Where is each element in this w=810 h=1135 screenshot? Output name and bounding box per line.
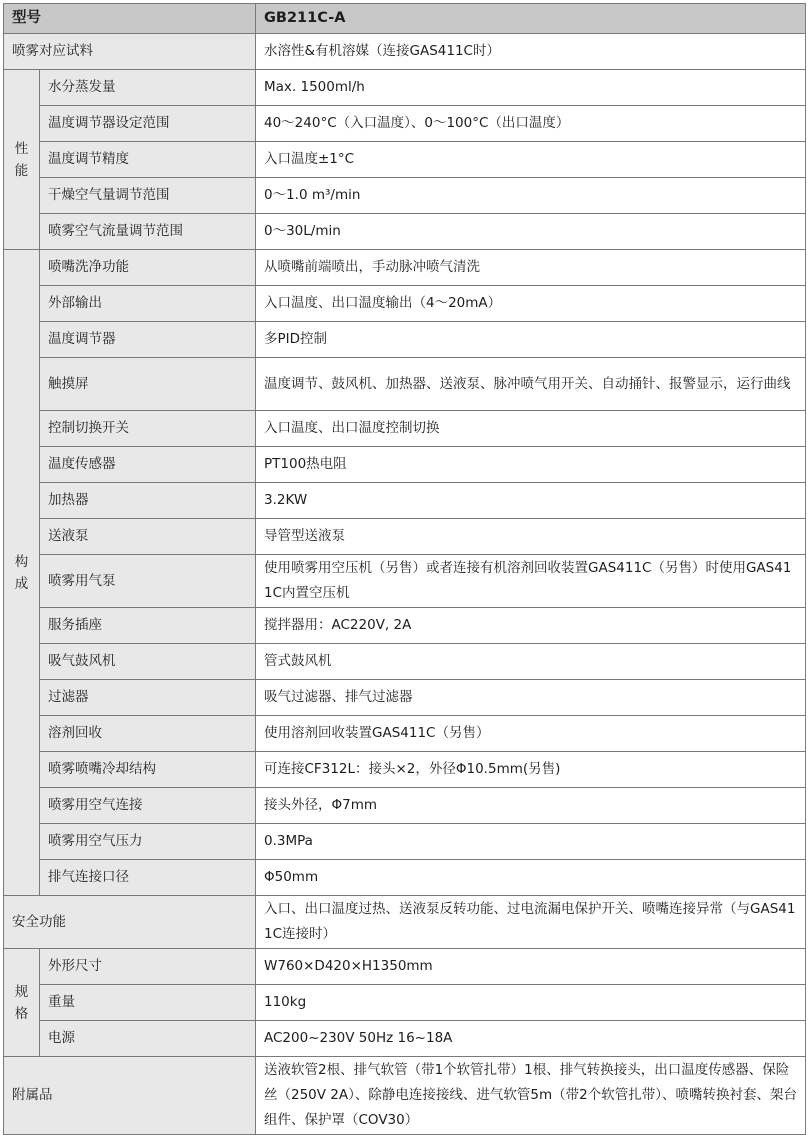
- table-row: [4, 644, 806, 680]
- row-label: 水分蒸发量: [40, 70, 256, 106]
- row-label: 吸气鼓风机: [40, 644, 256, 680]
- row-value: 40～240°C（入口温度）、0～100°C（出口温度）: [256, 106, 806, 142]
- table-row: [4, 752, 806, 788]
- table-row: [4, 483, 806, 519]
- table-row: [4, 286, 806, 322]
- row-value: 可连接CF312L：接头×2，外径Φ10.5mm(另售): [256, 752, 806, 788]
- row-value: 从喷嘴前端喷出，手动脉冲喷气清洗: [256, 250, 806, 286]
- row-label: 温度调节精度: [40, 142, 256, 178]
- row-label: 喷雾用气泵: [40, 555, 256, 608]
- table-row: [4, 680, 806, 716]
- row-label: 送液泵: [40, 519, 256, 555]
- row-value: 使用喷雾用空压机（另售）或者连接有机溶剂回收装置GAS411C（另售）时使用GAS411C内置空压机: [256, 555, 806, 608]
- row-label: 喷雾用空气连接: [40, 788, 256, 824]
- row-label: 喷嘴洗净功能: [40, 250, 256, 286]
- row-value: 入口、出口温度过热、送液泵反转功能、过电流漏电保护开关、喷嘴连接异常（与GAS411C连接时）: [256, 896, 806, 949]
- row-label: 触摸屏: [40, 358, 256, 411]
- row-value: 0～1.0 m³/min: [256, 178, 806, 214]
- table-row: [4, 106, 806, 142]
- table-row: [4, 716, 806, 752]
- row-label: 加热器: [40, 483, 256, 519]
- model-label: 型号: [4, 4, 256, 34]
- row-value: W760×D420×H1350mm: [256, 949, 806, 985]
- category-composition: 构 成: [4, 250, 40, 896]
- header-row: [4, 4, 806, 34]
- row-label: 服务插座: [40, 608, 256, 644]
- table-row: [4, 358, 806, 411]
- row-value: 110kg: [256, 985, 806, 1021]
- table-row: [4, 411, 806, 447]
- row-value: 送液软管2根、排气软管（带1个软管扎带）1根、排气转换接头，出口温度传感器、保险丝（250V 2A）、除静电连接接线、进气软管5m（带2个软管扎带）、喷嘴转换衬套、架台组件、保护罩（COV30）: [256, 1057, 806, 1135]
- row-value: PT100热电阻: [256, 447, 806, 483]
- row-label: 温度传感器: [40, 447, 256, 483]
- spec-table: [3, 3, 806, 1135]
- row-label: 喷雾对应试料: [4, 34, 256, 70]
- table-row: [4, 555, 806, 608]
- row-label: 外部输出: [40, 286, 256, 322]
- table-row: [4, 608, 806, 644]
- row-label: 喷雾用空气压力: [40, 824, 256, 860]
- row-value: AC200~230V 50Hz 16~18A: [256, 1021, 806, 1057]
- row-label: 溶剂回收: [40, 716, 256, 752]
- row-label: 喷雾空气流量调节范围: [40, 214, 256, 250]
- row-value: 3.2KW: [256, 483, 806, 519]
- row-label: 干燥空气量调节范围: [40, 178, 256, 214]
- table-row: [4, 250, 806, 286]
- table-row: [4, 447, 806, 483]
- row-label: 控制切换开关: [40, 411, 256, 447]
- table-row: [4, 949, 806, 985]
- table-row: [4, 142, 806, 178]
- table-row: [4, 70, 806, 106]
- row-value: 0～30L/min: [256, 214, 806, 250]
- accessories-row: [4, 1057, 806, 1135]
- row-label: 重量: [40, 985, 256, 1021]
- table-row: [4, 824, 806, 860]
- table-row: [4, 860, 806, 896]
- table-row: [4, 1021, 806, 1057]
- table-row: [4, 788, 806, 824]
- row-value: 0.3MPa: [256, 824, 806, 860]
- row-label: 附属品: [4, 1057, 256, 1135]
- row-value: 搅拌器用：AC220V, 2A: [256, 608, 806, 644]
- row-value: 温度调节、鼓风机、加热器、送液泵、脉冲喷气用开关、自动捅针、报警显示，运行曲线: [256, 358, 806, 411]
- row-value: 入口温度、出口温度控制切换: [256, 411, 806, 447]
- row-label: 温度调节器设定范围: [40, 106, 256, 142]
- row-value: Φ50mm: [256, 860, 806, 896]
- table-row: [4, 322, 806, 358]
- table-row: [4, 985, 806, 1021]
- model-value: GB211C-A: [256, 4, 806, 34]
- table-row: [4, 519, 806, 555]
- row-value: 吸气过滤器、排气过滤器: [256, 680, 806, 716]
- row-value: 导管型送液泵: [256, 519, 806, 555]
- row-label: 过滤器: [40, 680, 256, 716]
- row-label: 排气连接口径: [40, 860, 256, 896]
- spray-target-row: [4, 34, 806, 70]
- category-specs: 规 格: [4, 949, 40, 1057]
- safety-row: [4, 896, 806, 949]
- row-label: 安全功能: [4, 896, 256, 949]
- row-value: 接头外径，Φ7mm: [256, 788, 806, 824]
- row-label: 温度调节器: [40, 322, 256, 358]
- row-value: 管式鼓风机: [256, 644, 806, 680]
- row-value: Max. 1500ml/h: [256, 70, 806, 106]
- row-label: 外形尺寸: [40, 949, 256, 985]
- row-value: 多PID控制: [256, 322, 806, 358]
- row-value: 使用溶剂回收装置GAS411C（另售）: [256, 716, 806, 752]
- row-label: 电源: [40, 1021, 256, 1057]
- category-performance: 性 能: [4, 70, 40, 250]
- table-row: [4, 214, 806, 250]
- row-value: 入口温度、出口温度输出（4～20mA）: [256, 286, 806, 322]
- table-row: [4, 178, 806, 214]
- row-label: 喷雾喷嘴冷却结构: [40, 752, 256, 788]
- row-value: 水溶性&有机溶媒（连接GAS411C时）: [256, 34, 806, 70]
- row-value: 入口温度±1°C: [256, 142, 806, 178]
